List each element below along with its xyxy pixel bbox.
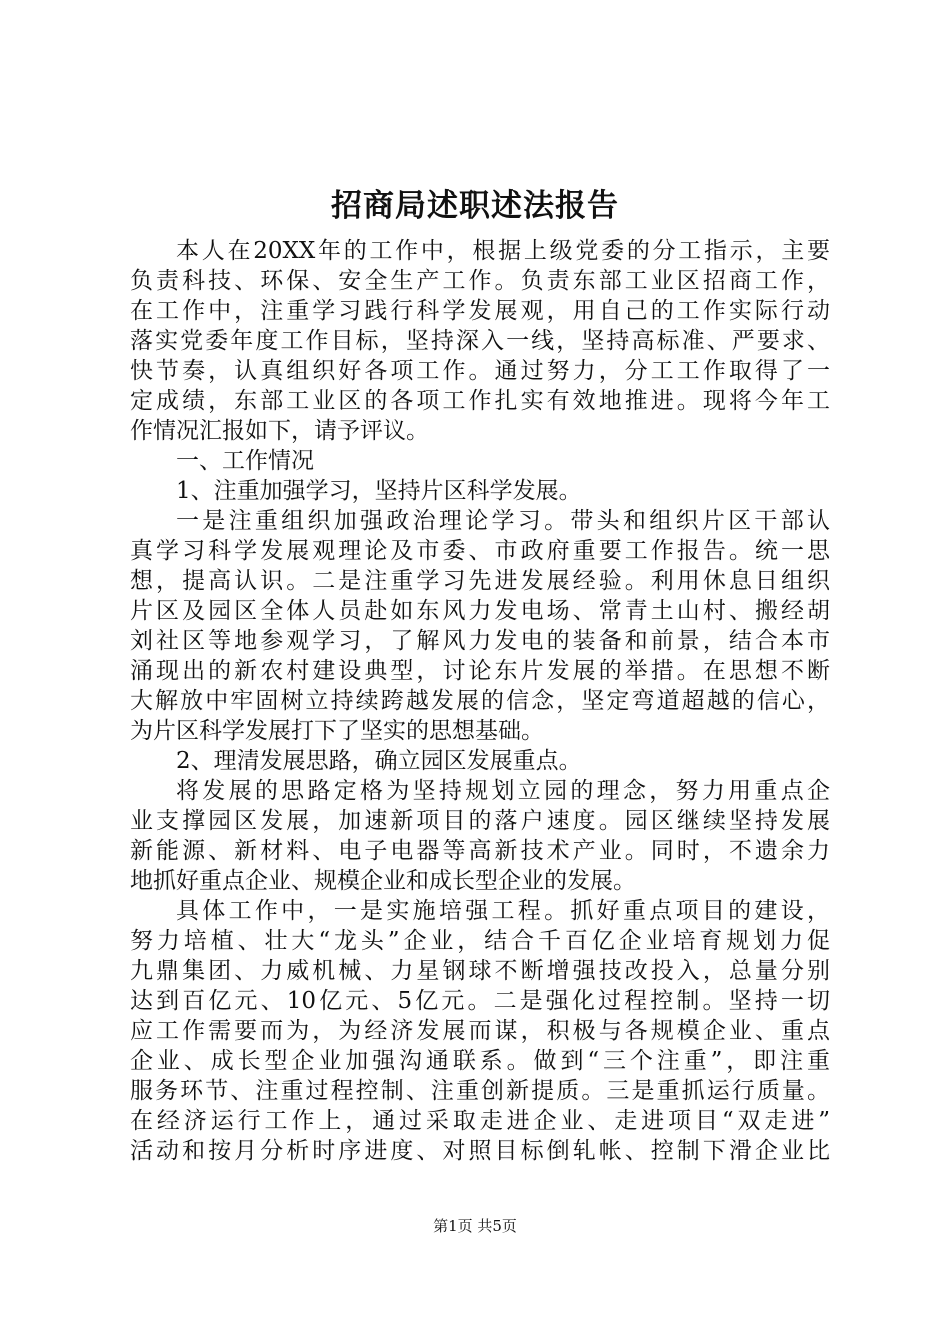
- body-line: 达到百亿元、10亿元、5亿元。二是强化过程控制。坚持一切: [130, 988, 830, 1014]
- body-line: 在工作中，注重学习践行科学发展观，用自己的工作实际行动: [130, 298, 830, 324]
- body-line: 2、理清发展思路，确立园区发展重点。: [176, 748, 582, 774]
- body-line: 地抓好重点企业、规模企业和成长型企业的发展。: [130, 868, 636, 894]
- body-line: 本人在20XX年的工作中，根据上级党委的分工指示，主要: [176, 238, 830, 264]
- document-body: [130, 236, 830, 1166]
- body-line: 业支撑园区发展，加速新项目的落户速度。园区继续坚持发展: [130, 808, 830, 834]
- body-line: 定成绩，东部工业区的各项工作扎实有效地推进。现将今年工: [130, 388, 830, 414]
- body-line: 活动和按月分析时序进度、对照目标倒轧帐、控制下滑企业比: [130, 1138, 830, 1164]
- body-line: 落实党委年度工作目标，坚持深入一线，坚持高标准、严要求、: [130, 328, 830, 354]
- body-line: 企业、成长型企业加强沟通联系。做到“三个注重”，即注重: [130, 1048, 830, 1074]
- body-line: 将发展的思路定格为坚持规划立园的理念，努力用重点企: [176, 778, 830, 804]
- body-line: 在经济运行工作上，通过采取走进企业、走进项目“双走进”: [130, 1108, 830, 1134]
- body-line: 具体工作中，一是实施培强工程。抓好重点项目的建设，: [176, 898, 830, 924]
- body-line: 刘社区等地参观学习，了解风力发电的装备和前景，结合本市: [130, 628, 830, 654]
- body-line: 新能源、新材料、电子电器等高新技术产业。同时，不遗余力: [130, 838, 830, 864]
- body-line: 一是注重组织加强政治理论学习。带头和组织片区干部认: [176, 508, 830, 534]
- body-line: 九鼎集团、力威机械、力星钢球不断增强技改投入，总量分别: [130, 958, 830, 984]
- body-line: 片区及园区全体人员赴如东风力发电场、常青土山村、搬经胡: [130, 598, 830, 624]
- body-line: 1、注重加强学习，坚持片区科学发展。: [176, 478, 582, 504]
- body-line: 大解放中牢固树立持续跨越发展的信念，坚定弯道超越的信心，: [130, 688, 830, 714]
- body-line: 努力培植、壮大“龙头”企业，结合千百亿企业培育规划力促: [130, 928, 830, 954]
- body-line: 想，提高认识。二是注重学习先进发展经验。利用休息日组织: [130, 568, 830, 594]
- body-line: 服务环节、注重过程控制、注重创新提质。三是重抓运行质量。: [130, 1078, 830, 1104]
- page-footer: 第1页 共5页: [433, 1217, 517, 1235]
- body-line: 真学习科学发展观理论及市委、市政府重要工作报告。统一思: [130, 538, 830, 564]
- body-line: 应工作需要而为，为经济发展而谋，积极与各规模企业、重点: [130, 1018, 830, 1044]
- body-line: 涌现出的新农村建设典型，讨论东片发展的举措。在思想不断: [130, 658, 830, 684]
- body-line: 作情况汇报如下，请予评议。: [130, 418, 429, 444]
- body-line: 快节奏，认真组织好各项工作。通过努力，分工工作取得了一: [130, 358, 830, 384]
- body-line: 一、工作情况: [176, 448, 314, 474]
- body-line: 负责科技、环保、安全生产工作。负责东部工业区招商工作，: [130, 268, 830, 294]
- body-line: 为片区科学发展打下了坚实的思想基础。: [130, 718, 544, 744]
- document-title: 招商局述职述法报告: [331, 188, 619, 224]
